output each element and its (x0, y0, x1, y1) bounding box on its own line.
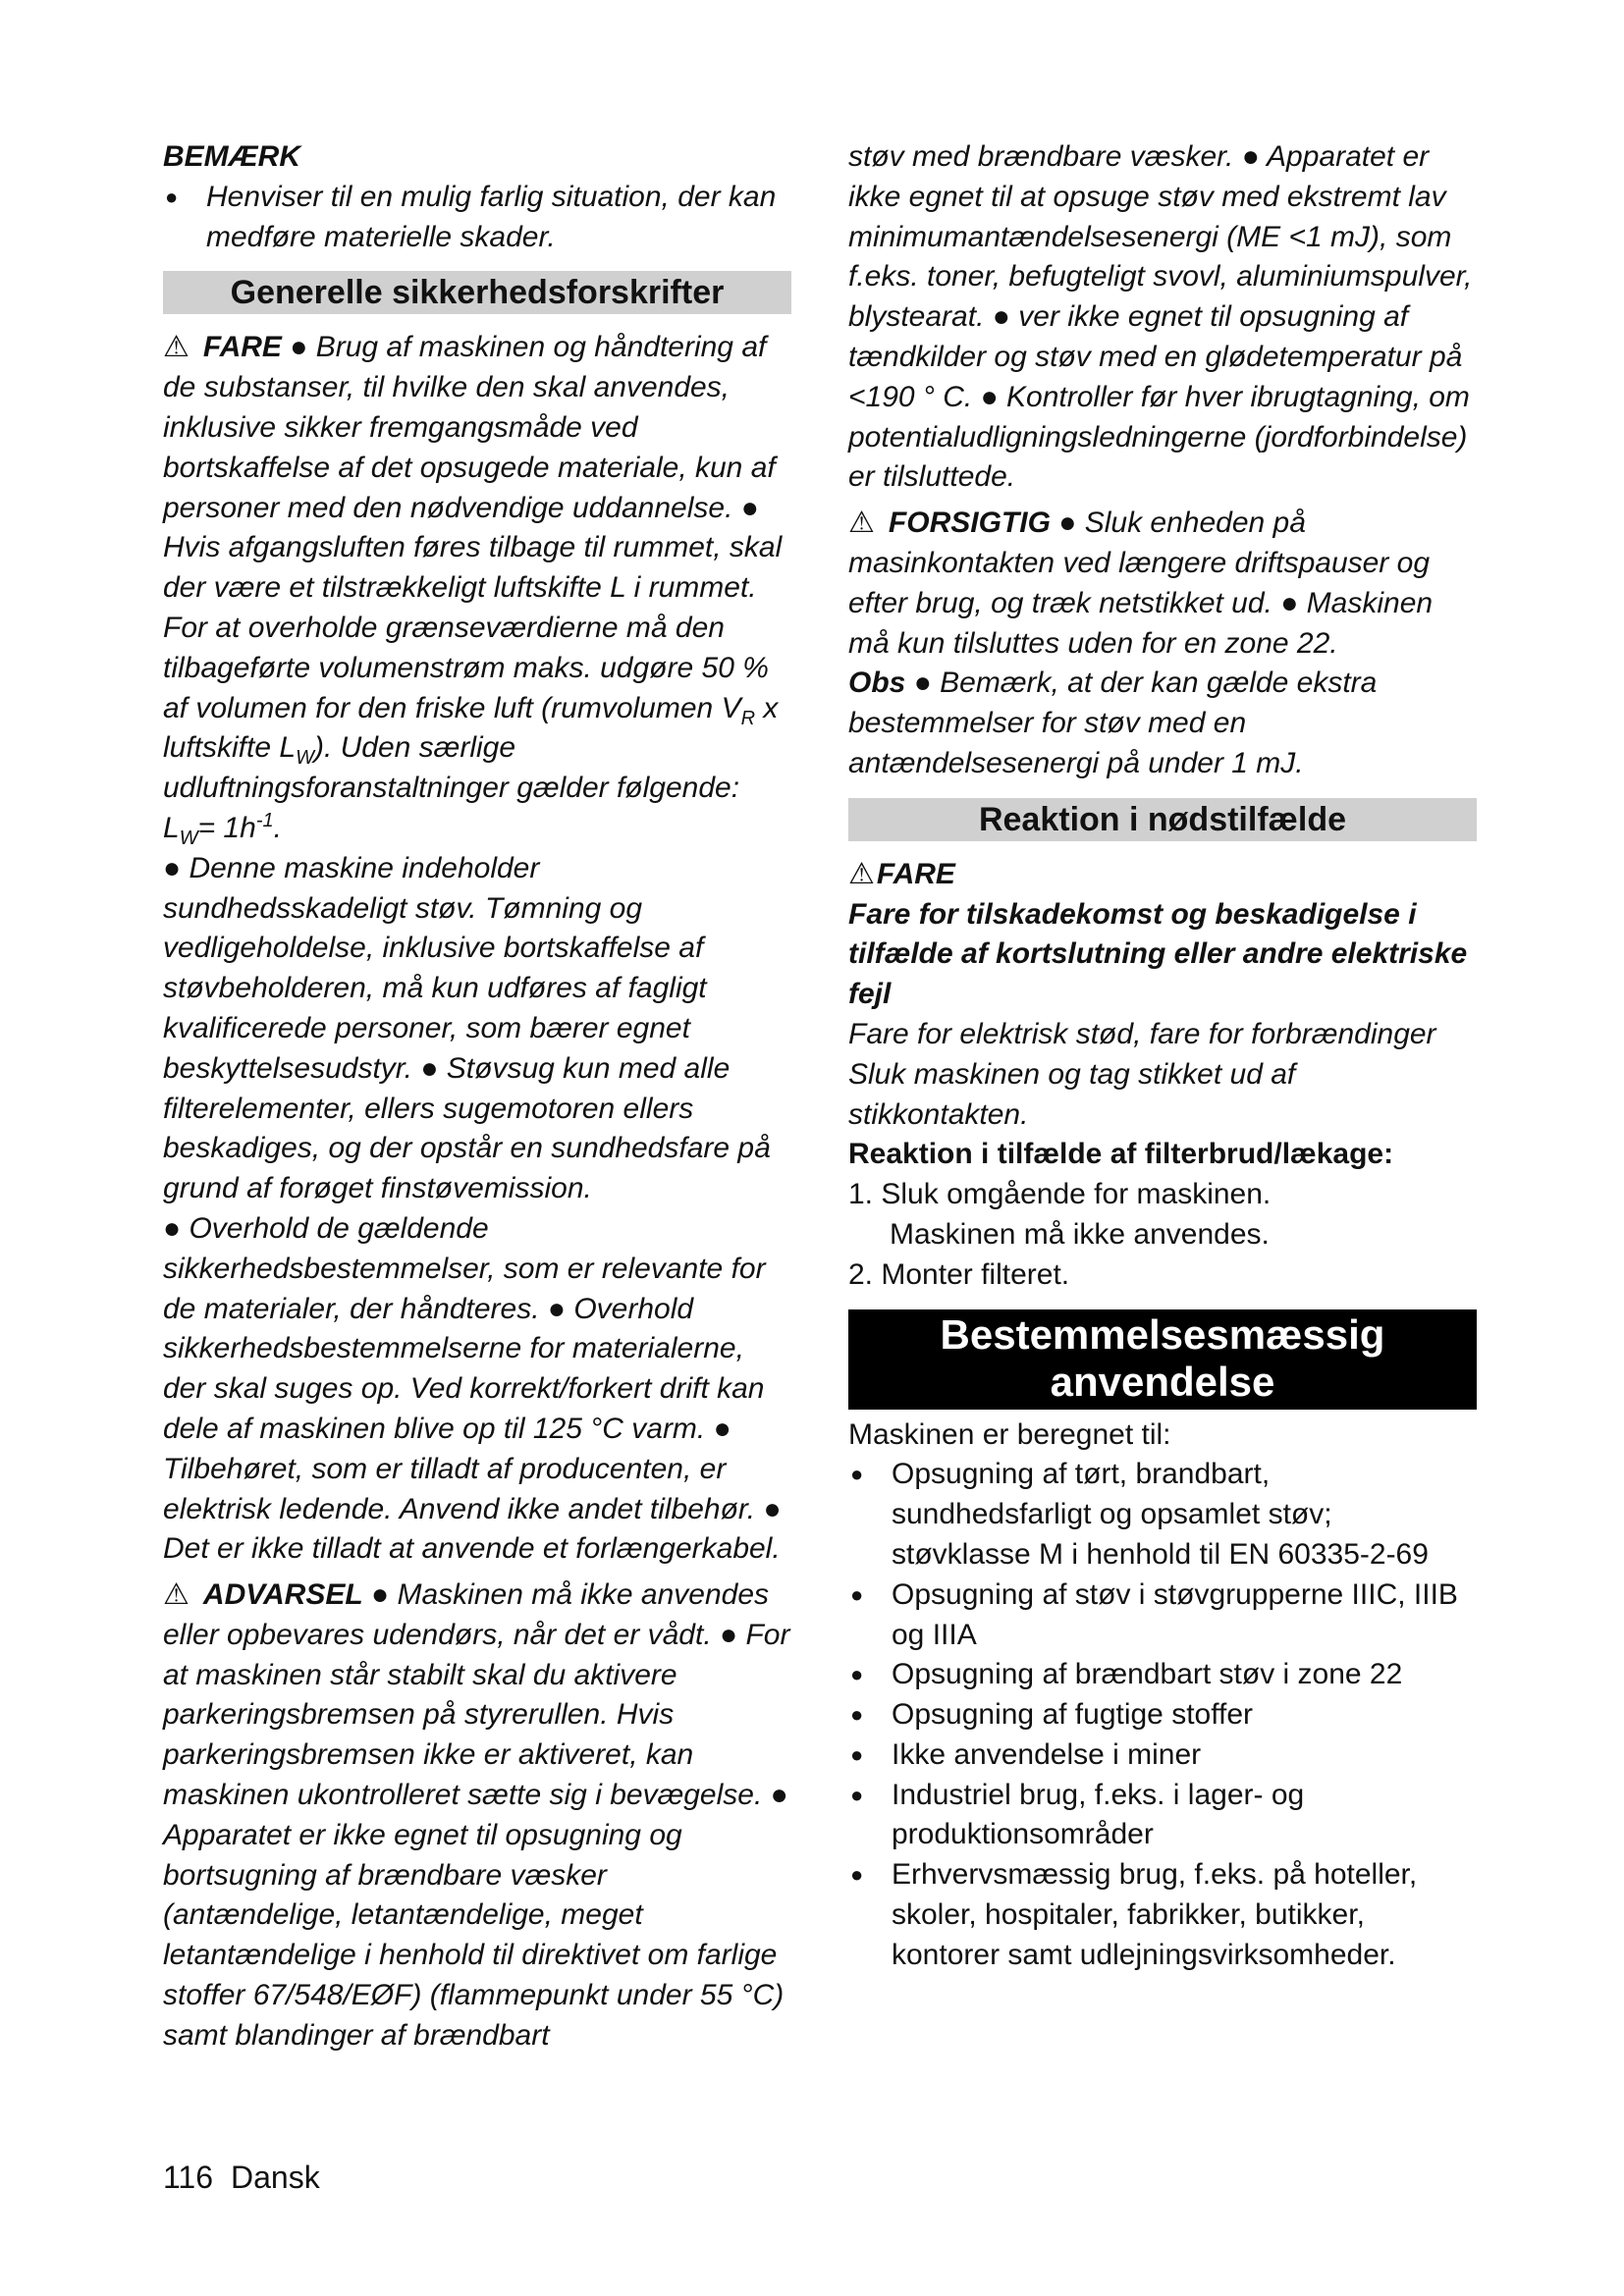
section-title-general-safety: Generelle sikkerhedsforskrifter (163, 271, 791, 314)
right-column (848, 137, 1477, 1976)
fare2-line2: Sluk maskinen og tag stikket ud af stikkontakten. (848, 1057, 1296, 1131)
obs-paragraph (848, 664, 1477, 783)
warning-triangle-icon: ⚠ (163, 331, 189, 364)
section-title-intended-use: Bestemmelsesmæssig anvendelse (848, 1309, 1477, 1410)
list-item: ● Opsugning af støv i støvgrupperne IIIC, IIIB og IIIA (848, 1575, 1477, 1656)
filter-step-sub: Maskinen må ikke anvendes. (890, 1217, 1270, 1251)
warning-triangle-icon: ⚠ (848, 857, 875, 890)
page-number: 116 (163, 2160, 214, 2195)
sub-w1: W (296, 747, 314, 770)
dust-paragraph: ● Denne maskine indeholder sundhedsskadeligt støv. Tømning og vedligeholdelse, inklusive bortskaffelse af støvbeholderen, må kun udføres af fagligt kvalificerede personer, som bærer egnet beskyttelsesudstyr. ● Støvsug kun med alle filterelementer, ellers sugemotoren ellers beskadiges, og der opstår en sundhedsfare på grund af forøget finstøvemission. (163, 851, 771, 1205)
advarsel-paragraph (163, 1575, 791, 2056)
step-text: Sluk omgående for maskinen. (881, 1178, 1272, 1211)
intended-intro: Maskinen er beregnet til: (848, 1417, 1171, 1451)
filter-steps (848, 1175, 1477, 1295)
forsigtig-paragraph (848, 504, 1477, 664)
fare-label: FARE (202, 331, 282, 364)
fare-text-5: . (273, 811, 282, 844)
fare-text-3: ). Uden særlige udluftningsforanstaltninger gælder følgende: L (163, 731, 740, 844)
filter-heading: Reaktion i tilfælde af filterbrud/lækage: (848, 1138, 1394, 1171)
fare2-label: FARE (876, 857, 955, 890)
fare2-title (848, 855, 1477, 895)
list-item: ● Opsugning af tørt, brandbart, sundhedsfarligt og opsamlet støv; støvklasse M i henhold til EN 60335-2-69 (848, 1455, 1477, 1575)
left-column (163, 137, 791, 2056)
notice-list (163, 178, 791, 258)
sup-minus1: -1 (255, 809, 274, 831)
list-item: ● Ikke anvendelse i miner (848, 1735, 1477, 1776)
list-item: ● Opsugning af brændbart støv i zone 22 (848, 1655, 1477, 1695)
page-footer (163, 2158, 338, 2197)
obs-text: ● Bemærk, at der kan gælde ekstra bestemmelser for støv med en antændelsesenergi på under 1 mJ. (848, 667, 1378, 779)
warning-triangle-icon: ⚠ (848, 507, 875, 540)
advarsel-text: ● Maskinen må ikke anvendes eller opbevares udendørs, når det er vådt. ● For at maskinen står stabilt skal du aktivere parkeringsbremsen på styrerullen. Hvis parkeringsbremsen ikke er aktiveret, kan maskinen ukontrolleret sætte sig i bevægelse. ● Apparatet er ikke egnet til opsugning og bortsugning af brændbare væsker (antændelige, letantændelige, meget letantændelige i henhold til direktivet om farlige stoffer 67/548/EØF) (flammepunkt under 55 °C) samt blandinger af brændbart (163, 1578, 790, 2052)
obs-label: Obs (848, 667, 906, 700)
fare-paragraph (163, 328, 791, 848)
list-item: ● Opsugning af fugtige stoffer (848, 1695, 1477, 1735)
step-number: 2. (848, 1257, 874, 1291)
rules-paragraph: ● Overhold de gældende sikkerhedsbestemmelser, som er relevante for de materialer, der håndteres. ● Overhold sikkerhedsbestemmelserne for materialerne, der skal suges op. Ved korrekt/forkert drift kan dele af maskinen blive op til 125 °C varm. ● Tilbehøret, som er tilladt af producenten, er elektrisk ledende. Anvend ikke andet tilbehør. ● Det er ikke tilladt at anvende et forlængerkabel. (163, 1211, 782, 1566)
step-number: 1. (848, 1178, 874, 1211)
fare-text-4: = 1h (197, 811, 256, 844)
list-item: ● Erhvervsmæssig brug, f.eks. på hoteller, skoler, hospitaler, fabrikker, butikker, kontorer samt udlejningsvirksomheder. (848, 1855, 1477, 1975)
forsigtig-label: FORSIGTIG (888, 507, 1051, 540)
advarsel-label: ADVARSEL (202, 1578, 363, 1612)
sub-w2: W (179, 827, 198, 849)
fare2-line1: Fare for elektrisk stød, fare for forbrændinger (848, 1017, 1436, 1050)
sub-r: R (740, 707, 756, 729)
intended-list (848, 1455, 1477, 1975)
notice-title: BEMÆRK (163, 140, 300, 173)
continued-paragraph: støv med brændbare væsker. ● Apparatet er ikke egnet til at opsuge støv med ekstremt lav minimumantændelsesenergi (ME <1 mJ), som f.eks. toner, befugteligt svovl, aluminiumspulver, blystearat. ● ver ikke egnet til opsugning af tændkilder og støv med en glødetemperatur på <190 ° C. ● Kontroller før hver ibrugtagning, om potentialudligningsledningerne (jordforbindelse) er tilsluttede. (848, 140, 1473, 494)
fare2-heading: Fare for tilskadekomst og beskadigelse i tilfælde af kortslutning eller andre elektriske fejl (848, 897, 1468, 1011)
filter-step (848, 1255, 1477, 1296)
fare-text-1: ● Brug af maskinen og håndtering af de substanser, til hvilke den skal anvendes, inklusive sikker fremgangsmåde ved bortskaffelse af det opsugede materiale, kun af personer med den nødvendige uddannelse. ● Hvis afgangsluften føres tilbage til rummet, skal der være et tilstrækkeligt luftskifte L i rummet. For at overholde grænseværdierne må den tilbageførte volumenstrøm maks. udgøre 50 % af volumen for den friske luft (rumvolumen V (163, 331, 783, 724)
fare-text-2: x luftskifte L (163, 691, 779, 765)
warning-triangle-icon: ⚠ (163, 1578, 189, 1612)
notice-item: ● Henviser til en mulig farlig situation, der kan medføre materielle skader. (163, 178, 791, 258)
step-text: Monter filteret. (881, 1257, 1070, 1291)
list-item: ● Industriel brug, f.eks. i lager- og produktionsområder (848, 1776, 1477, 1856)
filter-step (848, 1175, 1477, 1215)
language-label: Dansk (231, 2160, 320, 2195)
forsigtig-text: ● Sluk enheden på masinkontakten ved længere driftspauser og efter brug, og træk netstikket ud. ● Maskinen må kun tilsluttes uden for en zone 22. (848, 507, 1434, 660)
section-title-emergency: Reaktion i nødstilfælde (848, 798, 1477, 841)
